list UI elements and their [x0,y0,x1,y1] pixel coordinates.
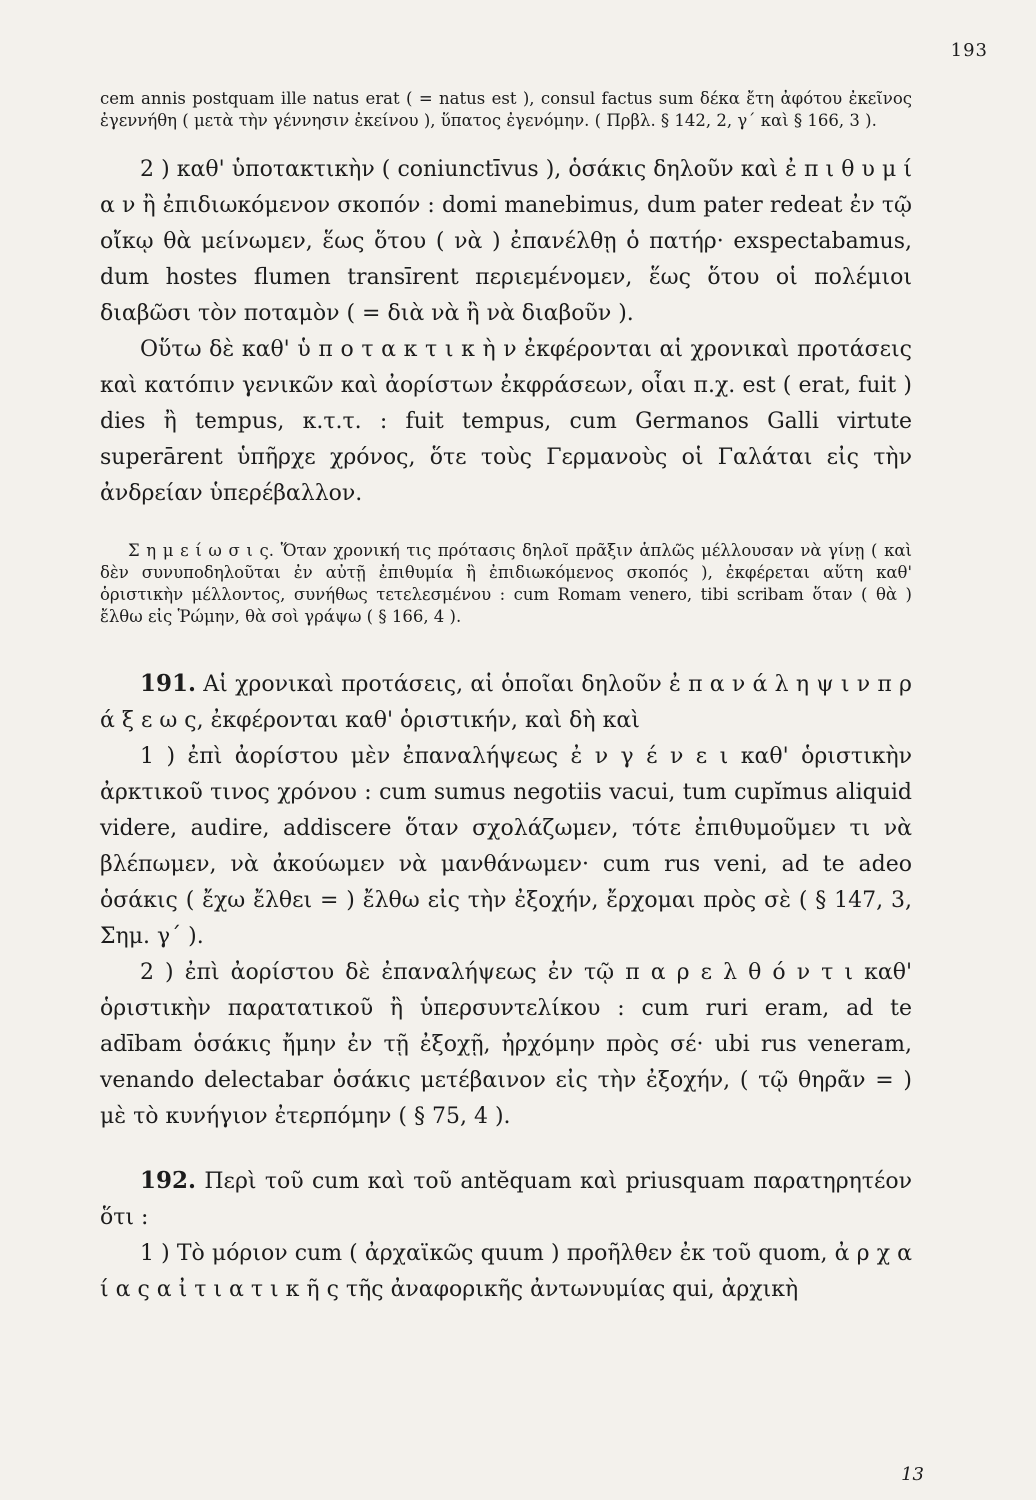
section-text: Αἱ χρονικαὶ προτάσεις, αἱ ὁποῖαι δηλοῦν ἐ π α ν ά λ η ψ ι ν π ρ ά ξ ε ω ς, ἐκφέρονται καθ' ὁριστικήν, καὶ δὴ καὶ [100,672,912,733]
paragraph-cum-origin: 1 ) Τὸ μόριον cum ( ἀρχαϊκῶς quum ) προῆλθεν ἐκ τοῦ quom, ἀ ρ χ α ί α ς α ἰ τ ι α τ ι κ ῆ ς τῆς ἀναφορικῆς ἀντωνυμίας qui, ἀρχικὴ [100,1241,912,1302]
paragraph-continuation: cem annis postquam ille natus erat ( = natus est ), consul factus sum δέκα ἔτη ἀφότου ἐκεῖνος ἐγεννήθη ( μετὰ τὴν γέννησιν ἐκείνου ), ὕπατος ἐγενόμην. ( Πρβλ. § 142, 2, γ΄ καὶ § 166, 3 ). [100,89,912,130]
page-number: 193 [950,40,988,61]
section-number: 192. [140,1167,197,1194]
paragraph-indefinite-repetition: 1 ) ἐπὶ ἀορίστου μὲν ἐπαναλήψεως ἐ ν γ έ ν ε ι καθ' ὁριστικὴν ἀρκτικοῦ τινος χρόνου : cum sumus negotiis vacui, tum cupĭmus aliquid videre, audire, addiscere ὅταν σχολάζωμεν, τότε ἐπιθυμοῦμεν τι νὰ βλέπωμεν, νὰ ἀκούωμεν νὰ μανθάνωμεν· cum rus veni, ad te adeo ὁσάκις ( ἔχω ἔλθει = ) ἔλθω εἰς τὴν ἐξοχήν, ἔρχομαι πρὸς σὲ ( § 147, 3, Σημ. γ΄ ). [100,744,912,949]
paragraph-past-repetition: 2 ) ἐπὶ ἀορίστου δὲ ἐπαναλήψεως ἐν τῷ π α ρ ε λ θ ό ν τ ι καθ' ὁριστικὴν παρατατικοῦ ἢ ὑπερσυντελίκου : cum ruri eram, ad te adībam ὁσάκις ἤμην ἐν τῇ ἐξοχῇ, ἠρχόμην πρὸς σέ· ubi rus veneram, venando delectabar ὁσάκις μετέβαινον εἰς τὴν ἐξοχήν, ( τῷ θηρᾶν = ) μὲ τὸ κυνήγιον ἐτερπόμην ( § 75, 4 ). [100,960,912,1129]
section-number: 191. [140,670,197,697]
paragraph-note: Σ η μ ε ί ω σ ι ς. Ὅταν χρονική τις πρότασις δηλοῖ πρᾶξιν ἁπλῶς μέλλουσαν νὰ γίνῃ ( καὶ δὲν συνυποδηλοῦται ἐν αὐτῇ ἐπιθυμία ἢ ἐπιδιωκόμενος σκοπός ), ἐκφέρεται αὕτη καθ' ὁριστικὴν μέλλοντος, συνήθως τετελεσμένου : cum Romam venero, tibi scribam ὅταν ( θὰ ) ἔλθω εἰς Ῥώμην, θὰ σοὶ γράψω ( § 166, 4 ). [100,541,912,626]
signature-mark: 13 [901,1464,924,1485]
paragraph-section-191 [100,666,912,739]
paragraph-subjunctive: 2 ) καθ' ὑποτακτικὴν ( coniunctīvus ), ὁσάκις δηλοῦν καὶ ἐ π ι θ υ μ ί α ν ἢ ἐπιδιωκόμενον σκοπόν : domi manebimus, dum pater redeat ἐν τῷ οἴκῳ θὰ μείνωμεν, ἕως ὅτου ( νὰ ) ἐπανέλθῃ ὁ πατήρ· exspectabamus, dum hostes flumen transīrent περιεμένομεν, ἕως ὅτου οἱ πολέμιοι διαβῶσι τὸν ποταμὸν ( = διὰ νὰ ἢ νὰ διαβοῦν ). [100,157,912,326]
body-text [100,88,912,1308]
paragraph-section-192 [100,1163,912,1236]
section-text: Περὶ τοῦ cum καὶ τοῦ antĕquam καὶ priusquam παρατηρητέον ὅτι : [100,1169,912,1230]
paragraph-general-expressions: Οὕτω δὲ καθ' ὑ π ο τ α κ τ ι κ ὴ ν ἐκφέρονται αἱ χρονικαὶ προτάσεις καὶ κατόπιν γενικῶν καὶ ἀορίστων ἐκφράσεων, οἷαι π.χ. est ( erat, fuit ) dies ἢ tempus, κ.τ.τ. : fuit tempus, cum Germanos Galli virtute superārent ὑπῆρχε χρόνος, ὅτε τοὺς Γερμανοὺς οἱ Γαλάται εἰς τὴν ἀνδρείαν ὑπερέβαλλον. [100,337,912,506]
